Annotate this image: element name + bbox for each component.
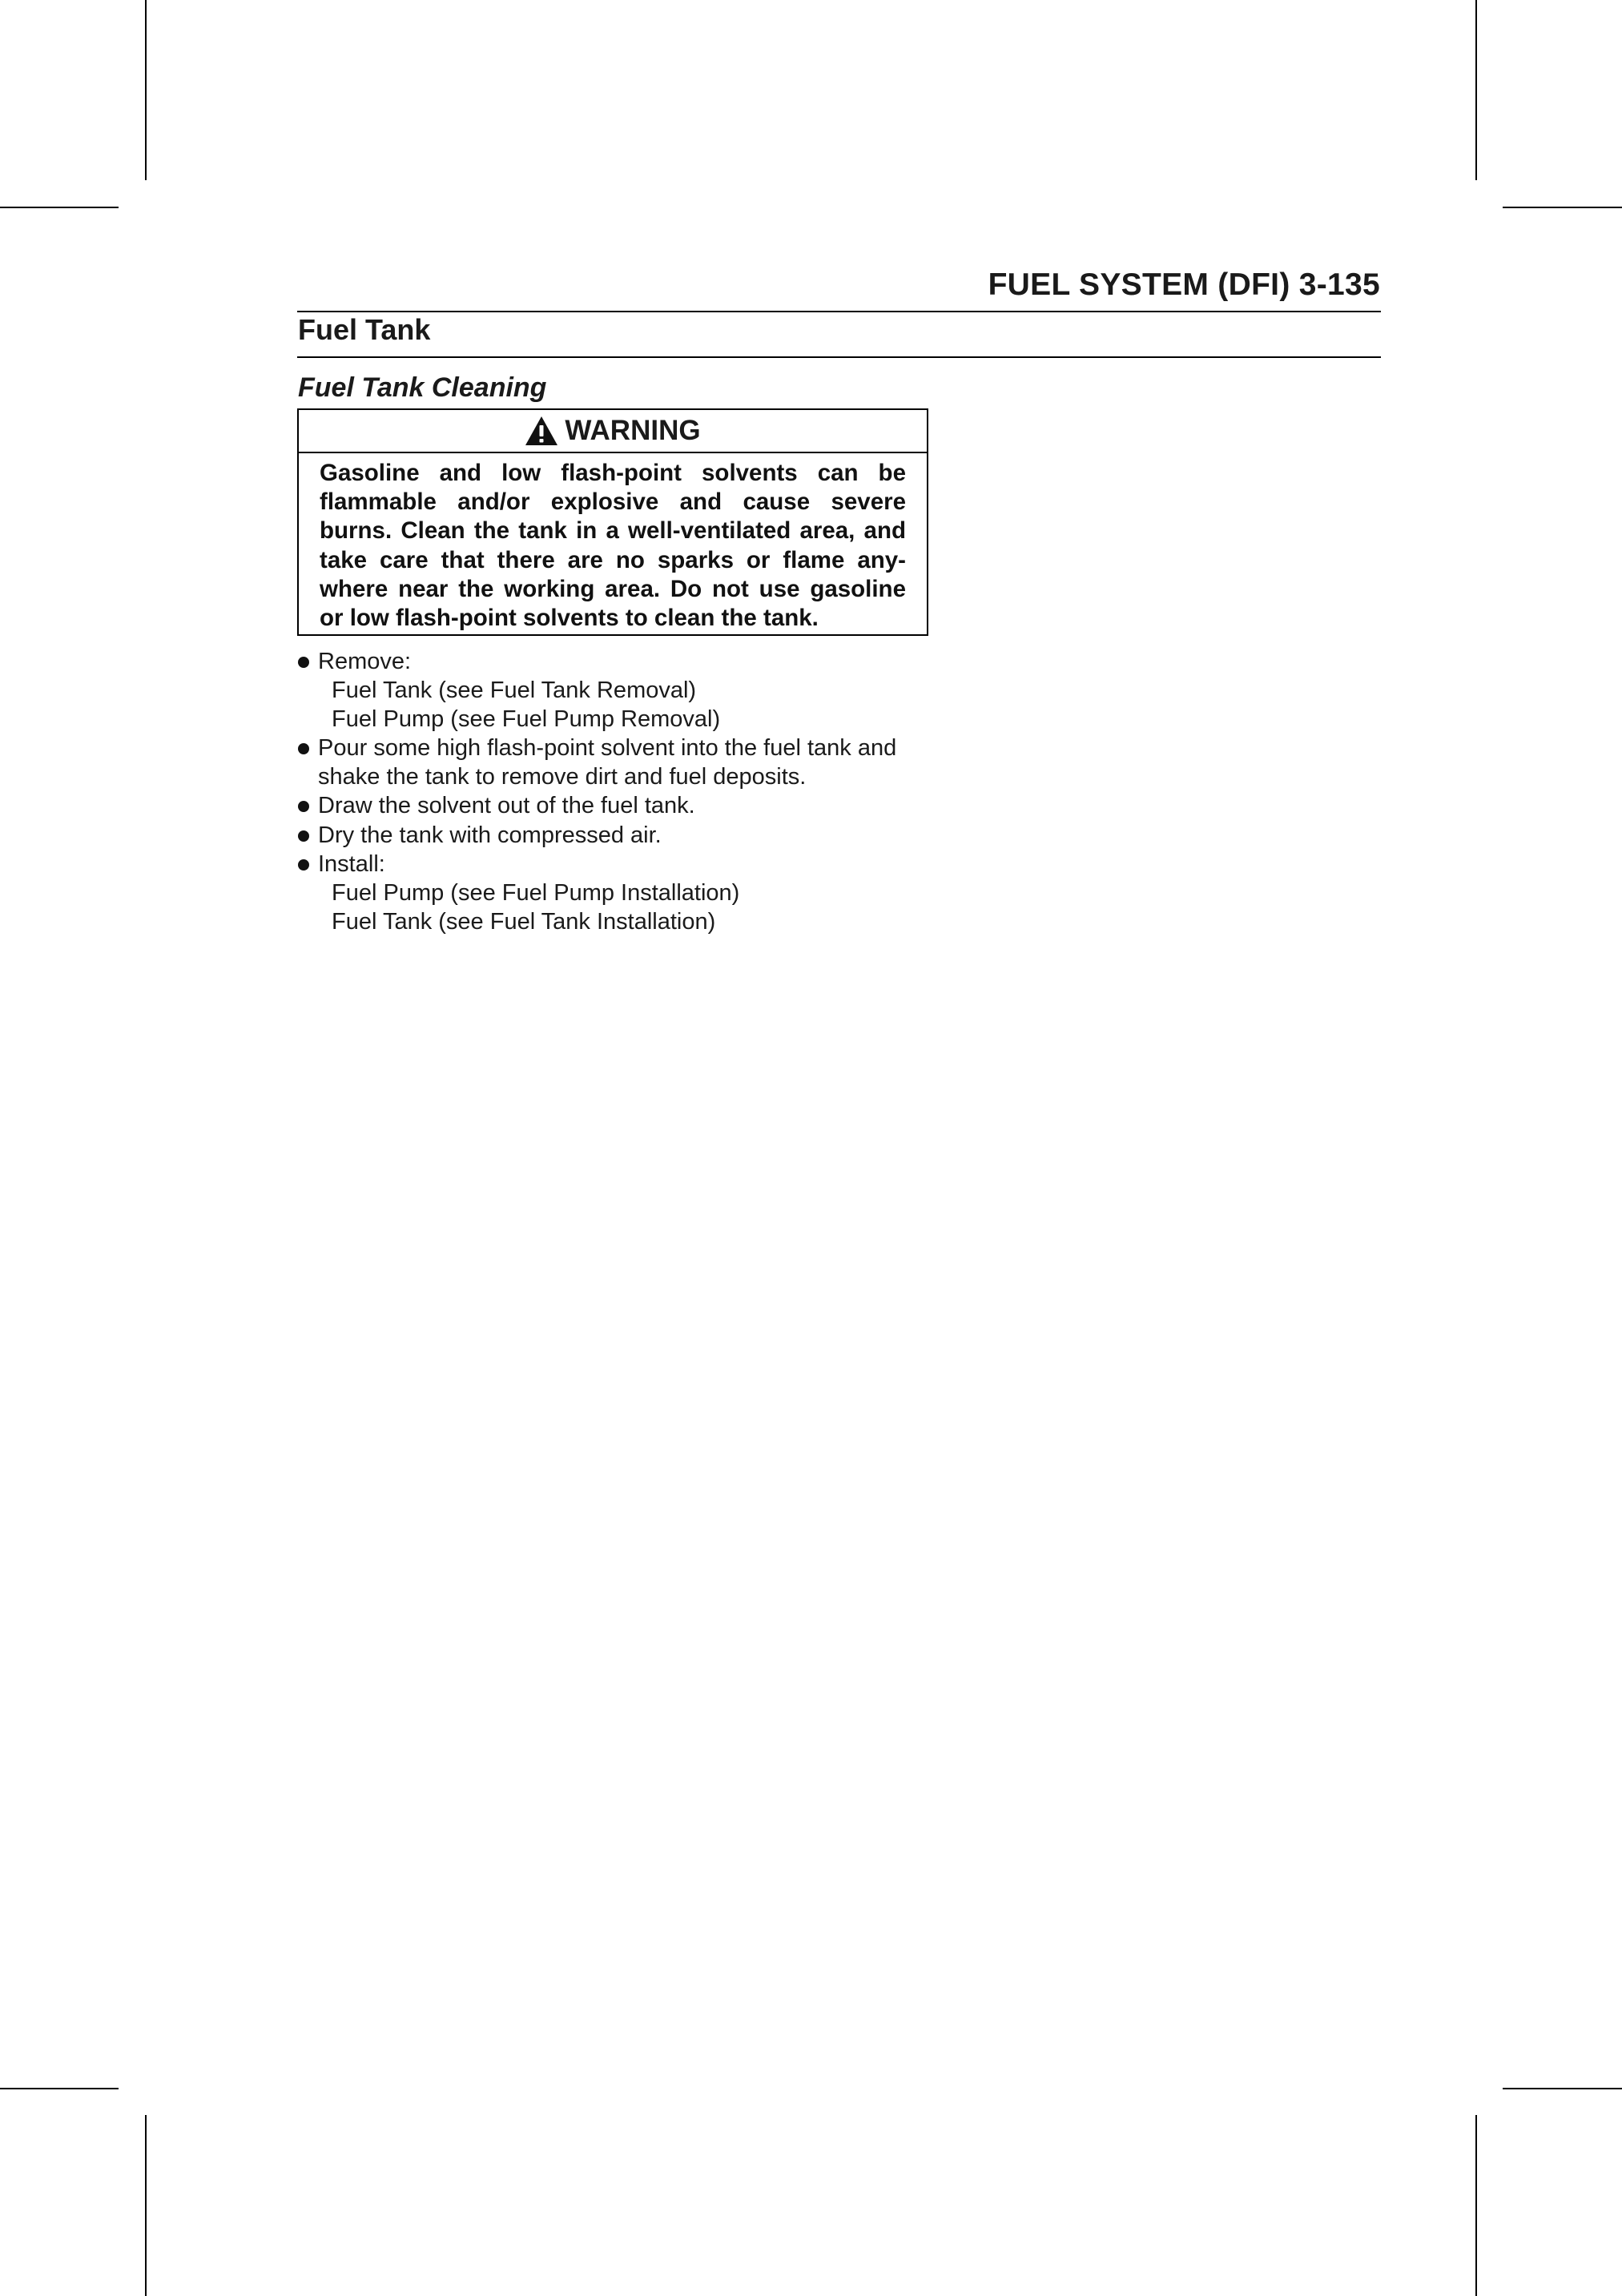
procedure-step <box>297 734 938 791</box>
procedure-step <box>297 850 938 936</box>
header-rule <box>297 311 1381 312</box>
crop-mark <box>1503 2088 1622 2089</box>
warning-text: Gasoline and low flash-point solvents can be flammable and/or explosive and cause severe burns. Clean the tank in a well-ventilated area, and take care that there are no sparks or flame any-where near the working area. Do not use gasoline or low flash-point solvents to clean the tank. <box>320 460 906 632</box>
procedure-step <box>297 821 938 850</box>
section-title: Fuel Tank <box>298 313 431 346</box>
bullet-icon <box>298 657 309 668</box>
step-text: Install: <box>318 850 385 877</box>
procedure-steps <box>297 647 938 936</box>
crop-mark <box>0 2088 119 2089</box>
step-sub-item: Fuel Tank (see Fuel Tank Installation) <box>332 908 716 935</box>
crop-mark <box>1475 0 1477 180</box>
warning-label: WARNING <box>565 415 701 446</box>
page-header-title: FUEL SYSTEM (DFI) 3-135 <box>988 267 1380 302</box>
bullet-icon <box>298 801 309 812</box>
bullet-icon <box>298 743 309 754</box>
subsection-title: Fuel Tank Cleaning <box>298 372 547 403</box>
warning-header <box>299 410 927 453</box>
crop-mark <box>1503 207 1622 208</box>
step-text: Remove: <box>318 649 412 674</box>
step-text: Draw the solvent out of the fuel tank. <box>318 793 695 819</box>
step-text: Dry the tank with compressed air. <box>318 822 662 848</box>
bullet-icon <box>298 859 309 871</box>
step-sub-item: Fuel Pump (see Fuel Pump Installation) <box>332 879 740 906</box>
step-text: Pour some high flash-point solvent into the fuel tank and shake the tank to remove dirt and fuel deposits. <box>318 735 897 790</box>
procedure-step <box>297 791 938 820</box>
step-sub-item: Fuel Tank (see Fuel Tank Removal) <box>332 678 697 704</box>
step-sub-item: Fuel Pump (see Fuel Pump Removal) <box>332 706 721 733</box>
crop-mark <box>0 207 119 208</box>
procedure-step <box>297 647 938 734</box>
section-rule <box>297 356 1381 358</box>
bullet-icon <box>298 830 309 842</box>
crop-mark <box>145 0 147 180</box>
crop-mark <box>1475 2115 1477 2296</box>
warning-triangle-icon <box>525 416 558 446</box>
crop-mark <box>145 2115 147 2296</box>
warning-box <box>297 408 928 636</box>
